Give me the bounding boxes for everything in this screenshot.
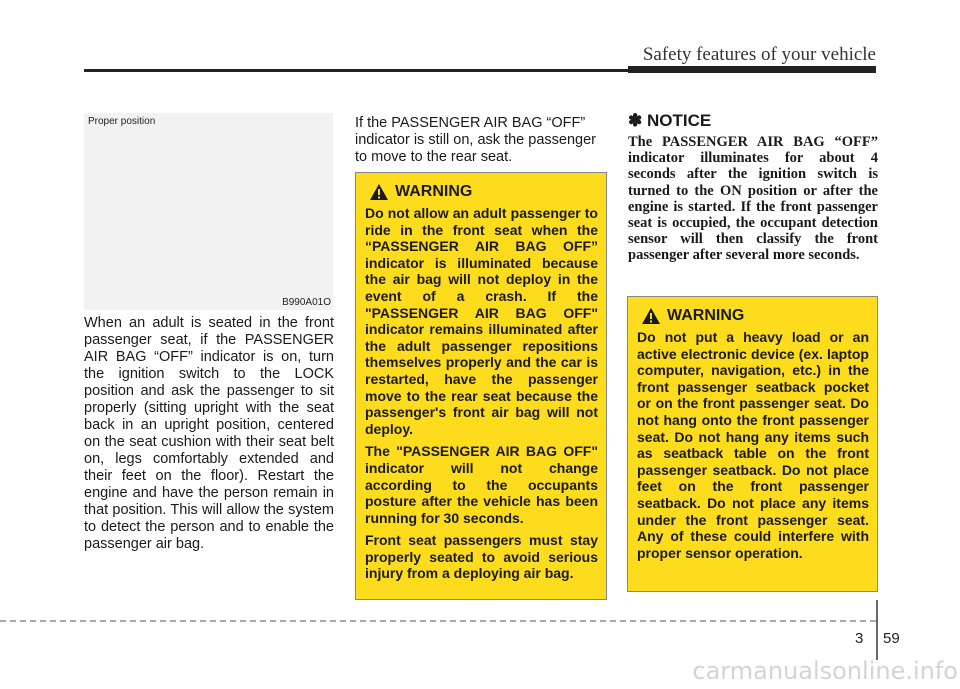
warning-paragraph: Front seat passengers must stay properly seated to avoid serious injury from a deploying air bag.: [365, 532, 598, 582]
warning-box-sensor: [627, 296, 878, 592]
watermark: carmanualsonline.info: [692, 657, 958, 685]
warning-header: [369, 183, 598, 201]
page-chapter: 3: [855, 630, 864, 647]
warning-box-airbag: [355, 172, 607, 600]
notice-title-text: NOTICE: [646, 111, 712, 130]
warning-paragraph: Do not put a heavy load or an active electronic device (ex. laptop computer, navigation, etc.) in the front passenger seatback pocket or on the front passenger seat. Do not hang onto the front passenger seat. Do not hang any items such as seatback table on the front passenger seatback. Do not place feet on the front passenger seatback. Do not place any items under the front passenger seat. Any of these could interfere with proper sensor operation.: [637, 329, 869, 561]
figure-placeholder: [84, 113, 333, 310]
warning-paragraph: Do not allow an adult passenger to ride in the front seat when the “PASSENGER AIR BAG OFF” indicator is illuminated because the air bag will not deploy in the event of a crash. If the "PASSENGER AIR BAG OFF" indicator remains illuminated after the adult passenger repositions themselves properly and the car is restarted, have the passenger move to the rear seat because the passenger's front air bag will not deploy.: [365, 205, 598, 437]
notice-title: [628, 111, 711, 131]
notice-symbol: ✽: [628, 111, 643, 130]
warning-header: [641, 307, 869, 325]
col2-paragraph: If the PASSENGER AIR BAG “OFF” indicator is still on, ask the passenger to move to the rear seat.: [355, 115, 596, 165]
figure-caption: Proper position: [88, 116, 156, 127]
footer-rule: [0, 620, 876, 622]
page-header-title: Safety features of your vehicle: [642, 44, 876, 65]
header-rule-accent: [628, 66, 876, 73]
col1-paragraph: When an adult is seated in the front passenger seat, if the PASSENGER AIR BAG “OFF” indicator is on, turn the ignition switch to the LOCK position and ask the passenger to sit properly (sitting upright with the seat back in an upright position, centered on the seat cushion with their seat belt on, legs comfortably extended and their feet on the floor). Restart the engine and have the person remain in that position. This will allow the system to detect the person and to enable the passenger air bag.: [84, 315, 334, 552]
page-number: 59: [883, 630, 900, 647]
warning-triangle-icon: [641, 307, 661, 325]
warning-title: WARNING: [395, 183, 473, 200]
notice-body: The PASSENGER AIR BAG “OFF” indicator illuminates for about 4 seconds after the ignition switch is turned to the ON position or after the engine is started. If the front passenger seat is occupied, the occupant detection sensor will then classify the front passenger after several more seconds.: [628, 134, 878, 264]
figure-code: B990A01O: [282, 297, 331, 308]
warning-title: WARNING: [667, 307, 745, 324]
footer-divider: [876, 600, 878, 660]
warning-body: [365, 205, 598, 582]
warning-body: [637, 329, 869, 561]
warning-paragraph: The "PASSENGER AIR BAG OFF" indicator will not change according to the occupants posture after the vehicle has been running for 30 seconds.: [365, 443, 598, 526]
warning-triangle-icon: [369, 183, 389, 201]
